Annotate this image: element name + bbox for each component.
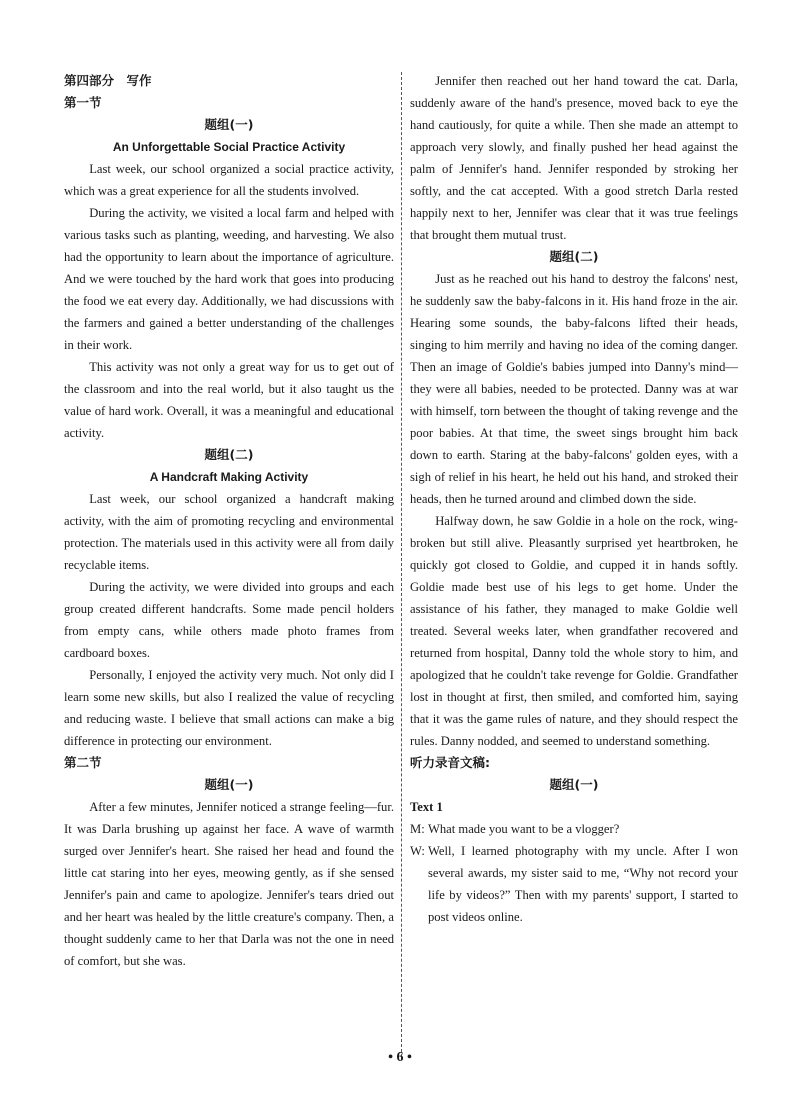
paragraph: During the activity, we were divided into groups and each group created different handcrafts. Some made pencil holders from empty cans, while others made photo frames from cardboard boxes. — [64, 580, 394, 660]
group-heading: 题组(一) — [549, 777, 599, 792]
paragraph: Last week, our school organized a social practice activity, which was a great experience for all the students involved. — [64, 162, 394, 198]
group-heading: 题组(一) — [204, 777, 254, 792]
group-heading: 题组(二) — [549, 249, 599, 264]
group-heading: 题组(二) — [204, 447, 254, 462]
paragraph: This activity was not only a great way for us to get out of the classroom and into the real world, but it also taught us the value of hard work. Overall, it was a meaningful and educational activity. — [64, 360, 394, 440]
paragraph: Personally, I enjoyed the activity very much. Not only did I learn some new skills, but also I realized the value of recycling and reducing waste. I believe that small actions can make a big difference in protecting our environment. — [64, 668, 394, 748]
paragraph: Last week, our school organized a handcraft making activity, with the aim of promoting recycling and environmental protection. The materials used in this activity were all from daily recyclable items. — [64, 492, 394, 572]
group-heading: 题组(一) — [204, 117, 254, 132]
transcript-heading: 听力录音文稿: — [410, 755, 490, 770]
paragraph: During the activity, we visited a local farm and helped with various tasks such as planting, weeding, and harvesting. We also had the opportunity to learn about the importance of agriculture. And we were touched by the hard work that goes into producing the food we eat every day. Additionally, we had discussions with the farmers and gained a better understanding of the challenges in their work. — [64, 206, 394, 352]
text-label: Text 1 — [410, 800, 443, 814]
speaker: W: — [410, 844, 425, 858]
left-column — [64, 70, 394, 972]
part-heading: 第四部分 写作 — [64, 73, 152, 88]
section-heading: 第二节 — [64, 755, 102, 770]
paragraph: Just as he reached out his hand to destroy the falcons' nest, he suddenly saw the baby-falcons in it. His hand froze in the air. Hearing some sounds, the baby-falcons lifted their heads, singing to him merrily and having no idea of the coming danger. Then an image of Goldie's babies jumped into Danny's mind—they were all babies, needed to be protected. Danny was at war with himself, torn between the thought of taking revenge and the poor babies. At that time, the sweet sings brought him back down to earth. Staring at the baby-falcons' golden eyes, with a sigh of relief in his heart, he held out his hand, and stroked their heads, then he turned around and climbed down the side. — [410, 272, 738, 506]
dialog-text: Well, I learned photography with my uncle. After I won several awards, my sister said to me, “Why not record your life by videos?” Then with my parents' support, I started to post videos online. — [428, 844, 738, 924]
column-divider — [401, 72, 402, 1057]
paragraph: After a few minutes, Jennifer noticed a strange feeling—fur. It was Darla brushing up against her face. A wave of warmth surged over Jennifer's heart. She raised her head and found the little cat staring into her eyes, meowing gently, as if she sensed Jennifer's pain and came to apologize. Jennifer's tears dried out and her heart was healed by the little creature's company. Then, a thought suddenly came to her that Darla was not the one in need of comfort, but she was. — [64, 800, 394, 968]
page-number: • 6 • — [388, 1050, 412, 1065]
section-heading: 第一节 — [64, 95, 102, 110]
essay-title: An Unforgettable Social Practice Activity — [112, 140, 346, 154]
speaker: M: — [410, 822, 425, 836]
essay-title: A Handcraft Making Activity — [149, 470, 309, 484]
paragraph: Halfway down, he saw Goldie in a hole on the rock, wing-broken but still alive. Pleasantly surprised yet heartbroken, he quickly got closed to Goldie, and cupped it in hands softly. Goldie made best use of his legs to get home. Under the assistance of his father, they managed to make Goldie well treated. Several weeks later, when grandfather recovered and returned from hospital, Danny told the whole story to him, and apologized that he couldn't take revenge for Goldie. Grandfather lost in thought at first, then smiled, and comforted him, saying that it was the game rules of nature, and they should respect the rules. Danny nodded, and seemed to understand something. — [410, 514, 738, 748]
paragraph: Jennifer then reached out her hand toward the cat. Darla, suddenly aware of the hand's presence, moved back to eye the hand cautiously, for quite a while. Then she made an attempt to approach very slowly, and finally pushed her head against the palm of Jennifer's hand. Jennifer responded by stroking her softly, and the cat accepted. With a good stretch Darla rested happily next to her, Jennifer was clear that it was true feelings that brought them mutual trust. — [410, 74, 738, 242]
dialog-line — [410, 818, 738, 840]
dialog-text: What made you want to be a vlogger? — [428, 822, 620, 836]
dialog-line — [410, 840, 738, 928]
right-column — [410, 70, 738, 928]
